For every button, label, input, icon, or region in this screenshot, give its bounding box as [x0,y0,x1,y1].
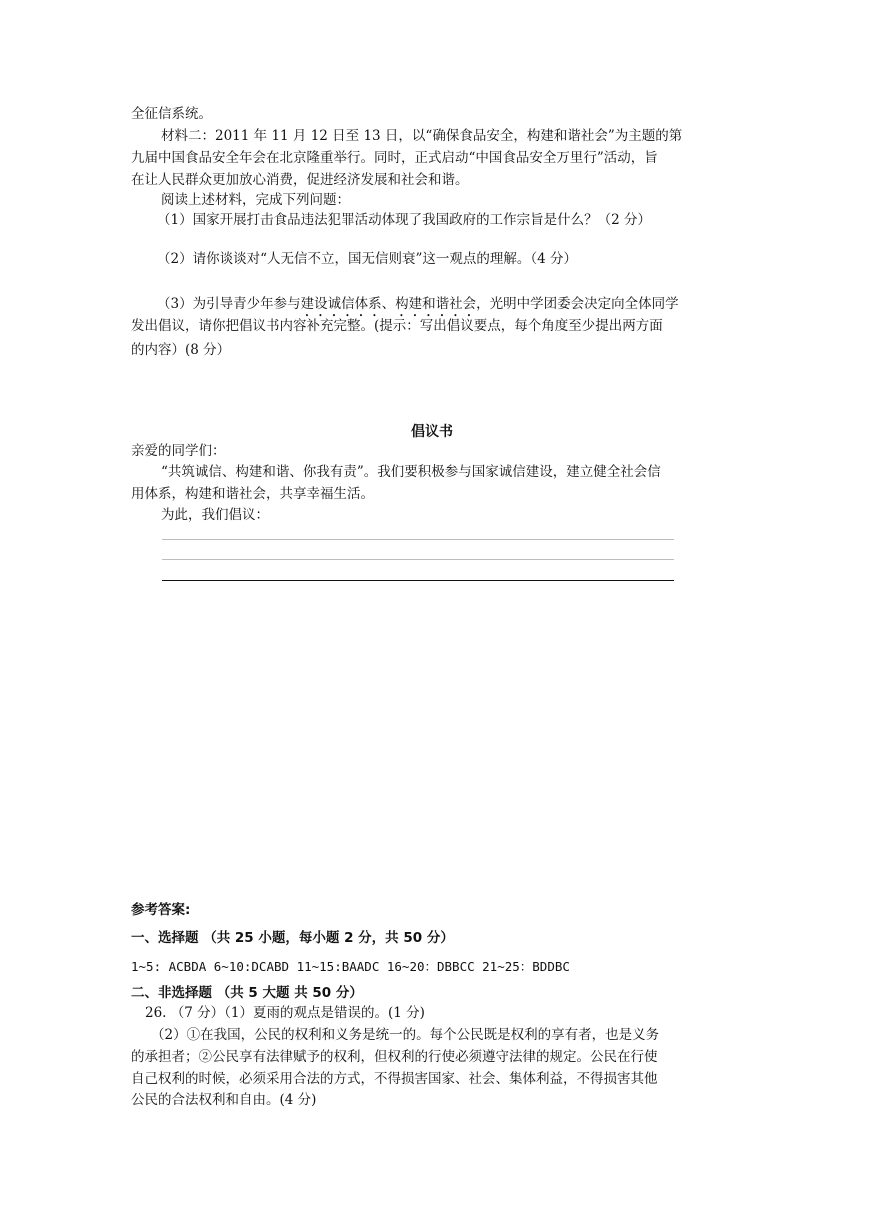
answer-text: 的承担者；②公民享有法律赋予的权利，但权利的行使必须遵守法律的规定。公民在行使 [131,1049,658,1065]
text-line: 在让人民群众更加放心消费，促进经济发展和社会和谐。 [131,172,469,188]
answer-line [162,580,674,581]
proposal-text: 用体系，构建和谐社会，共享幸福生活。 [131,486,374,502]
text-line: 九届中国食品安全年会在北京隆重举行。同时，正式启动“中国食品安全万里行”活动，旨 [131,150,658,166]
proposal-title: 倡议书 [411,424,453,440]
question-3-suffix: ，光明中学团委会决定向全体同学 [476,296,679,312]
proposal-greeting: 亲爱的同学们： [131,443,226,459]
text-line: 全征信系统。 [131,106,212,122]
text-line: 发出倡议，请你把倡议书内容补充完整。(提示：写出倡议要点，每个角度至少提出两方面 [131,318,663,334]
question-3-prefix: （3）为引导青少年参与 [157,296,301,312]
answer-26: 26. （7 分）（1）夏雨的观点是错误的。(1 分) [145,1005,425,1021]
answer-line [162,539,674,540]
answer-text: 公民的合法权利和自由。(4 分) [131,1092,317,1108]
question-2: （2）请你谈谈对“人无信不立，国无信则衰”这一观点的理解。（4 分） [157,251,578,267]
proposal-text: “共筑诚信、构建和谐、你我有责”。我们要积极参与国家诚信建设，建立健全社会信 [161,464,661,480]
proposal-text: 为此，我们倡议： [161,507,269,523]
instruction-line: 阅读上述材料，完成下列问题： [161,192,350,208]
answer-text: 自己权利的时候，必须采用合法的方式，不得损害国家、社会、集体利益，不得损害其他 [131,1071,658,1087]
section-heading: 二、非选择题 （共 5 大题 共 50 分） [131,985,363,1001]
material-two-line: 材料二：2011 年 11 月 12 日至 13 日，以“确保食品安全，构建和谐社会”为主题的第 [161,128,683,144]
answer-text: （2）①在我国，公民的权利和义务是统一的。每个公民既是权利的享有者，也是义务 [151,1027,660,1043]
question-1: （1）国家开展打击食品违法犯罪活动体现了我国政府的工作宗旨是什么？（2 分） [157,212,651,228]
emphasized-phrase: 建设诚信体系、构建和谐社会 [300,296,477,312]
text-line: 的内容）(8 分） [131,342,231,358]
section-heading: 一、选择题 （共 25 小题，每小题 2 分，共 50 分） [131,930,454,946]
choice-answers: 1~5: ACBDA 6~10:DCABD 11~15:BAADC 16~20：DBBCC 21~25：BDDBC [131,959,570,974]
answer-key-heading: 参考答案: [131,902,191,918]
answer-line [162,559,674,560]
